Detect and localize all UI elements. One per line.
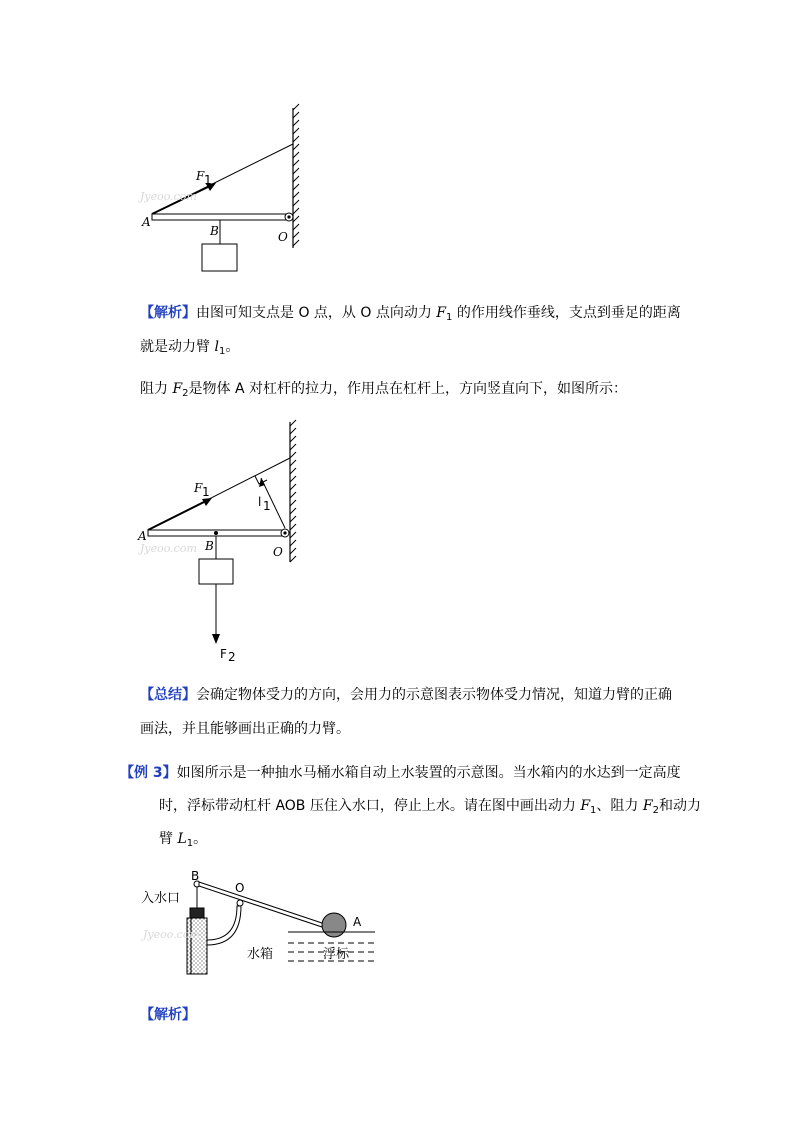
label-l1-subscript: 1 — [263, 499, 271, 513]
label-o: O — [278, 230, 288, 244]
watermark: Jyeoo.com — [140, 190, 197, 203]
summary-tag: 【总结】 — [140, 687, 196, 703]
example3-var-l1: L — [177, 831, 187, 847]
summary-text-1: 会确定物体受力的方向，会用力的示意图表示物体受力情况，知道力臂的正确 — [196, 687, 672, 703]
lever-bar — [152, 214, 286, 220]
label-f2-subscript: 2 — [228, 650, 236, 664]
analysis-text-1a: 由图可知支点是 O 点，从 O 点向动力 — [196, 305, 437, 321]
analysis-var-f: F — [436, 305, 447, 321]
example3-tag: 【例 3】 — [120, 765, 177, 781]
hanging-block — [199, 559, 233, 584]
resistance-var-f: F — [172, 381, 183, 397]
wall-hatch — [290, 420, 296, 562]
analysis-text-1b: 的作用线作垂线，支点到垂足的距离 — [452, 305, 681, 321]
label-l1: l — [258, 495, 262, 509]
example3-paragraph-2 — [159, 789, 701, 828]
label-a: A — [353, 915, 362, 929]
resistance-text-a: 阻力 — [140, 381, 173, 397]
label-b: B — [191, 869, 200, 883]
label-f2: F — [220, 647, 227, 661]
label-f1: F — [196, 169, 205, 183]
label-o: O — [235, 881, 245, 895]
point-b — [214, 531, 218, 535]
summary-text-2: 画法，并且能够画出正确的力臂。 — [140, 721, 350, 737]
label-b: B — [210, 224, 219, 238]
example3-text-3b: 。 — [193, 831, 208, 847]
wall-hatch — [293, 104, 299, 246]
example3-text-2m: 、阻力 — [596, 798, 643, 814]
lever-bar — [199, 882, 325, 928]
example3-text-3a: 臂 — [159, 831, 178, 847]
pivot-o — [237, 900, 243, 906]
example3-text-2a: 时，浮标带动杠杆 AOB 压住入水口，停止上水。请在图中画出动力 — [159, 798, 581, 814]
example3-sub-1: 1 — [590, 805, 597, 816]
label-o: O — [273, 545, 283, 559]
analysis-paragraph-3 — [140, 998, 196, 1032]
analysis-paragraph-2 — [140, 330, 239, 369]
label-f1: F — [194, 481, 203, 495]
example3-var-f1: F — [580, 798, 591, 814]
pivot-o-dot — [283, 531, 286, 534]
summary-paragraph-1 — [140, 678, 672, 712]
lever-figure-2 — [130, 418, 330, 668]
force-f1-arrow — [148, 501, 206, 530]
analysis-tag: 【解析】 — [140, 305, 196, 321]
resistance-text-b: 是物体 A 对杠杆的拉力，作用点在杠杆上，方向竖直向下，如图所示： — [188, 381, 628, 397]
analysis-text-2a: 就是动力臂 — [140, 339, 215, 355]
example3-text-2b: 和动力 — [658, 798, 701, 814]
example3-paragraph-1 — [120, 756, 681, 790]
label-inlet: 入水口 — [141, 891, 181, 906]
analysis-sub-1: 1 — [446, 312, 453, 323]
inlet-stopper — [190, 908, 204, 918]
float-ball — [322, 913, 346, 937]
example3-sub-3: 1 — [186, 838, 194, 849]
label-tank: 水箱 — [247, 947, 274, 962]
force-f2-arrowhead — [212, 634, 220, 644]
analysis-text-2b: 。 — [225, 339, 240, 355]
label-f1-subscript: 1 — [202, 485, 210, 499]
example3-var-f2: F — [642, 798, 653, 814]
lever-figure-1 — [130, 100, 330, 280]
example3-sub-2: 2 — [652, 805, 659, 816]
resistance-sub: 2 — [182, 388, 189, 399]
resistance-paragraph — [140, 372, 627, 411]
label-f1-subscript: 1 — [204, 173, 212, 187]
analysis-tag-2: 【解析】 — [140, 1007, 196, 1023]
hanging-block — [202, 244, 237, 271]
summary-paragraph-2 — [140, 712, 350, 746]
label-a: A — [138, 529, 147, 543]
pivot-o-dot — [287, 215, 290, 218]
analysis-sub-2: 1 — [218, 346, 226, 357]
example3-text-1: 如图所示是一种抽水马桶水箱自动上水装置的示意图。当水箱内的水达到一定高度 — [176, 765, 681, 781]
example3-paragraph-3 — [159, 822, 207, 861]
watermark: Jyeoo.com — [143, 928, 200, 941]
toilet-tank-figure — [135, 866, 385, 982]
support-tube — [207, 906, 241, 945]
label-b: B — [205, 539, 214, 553]
analysis-var-l: l — [214, 339, 219, 355]
inlet-pipe — [187, 918, 207, 974]
watermark: Jyeoo.com — [140, 542, 197, 555]
label-float: 浮标 — [323, 947, 350, 962]
label-a: A — [142, 215, 151, 229]
